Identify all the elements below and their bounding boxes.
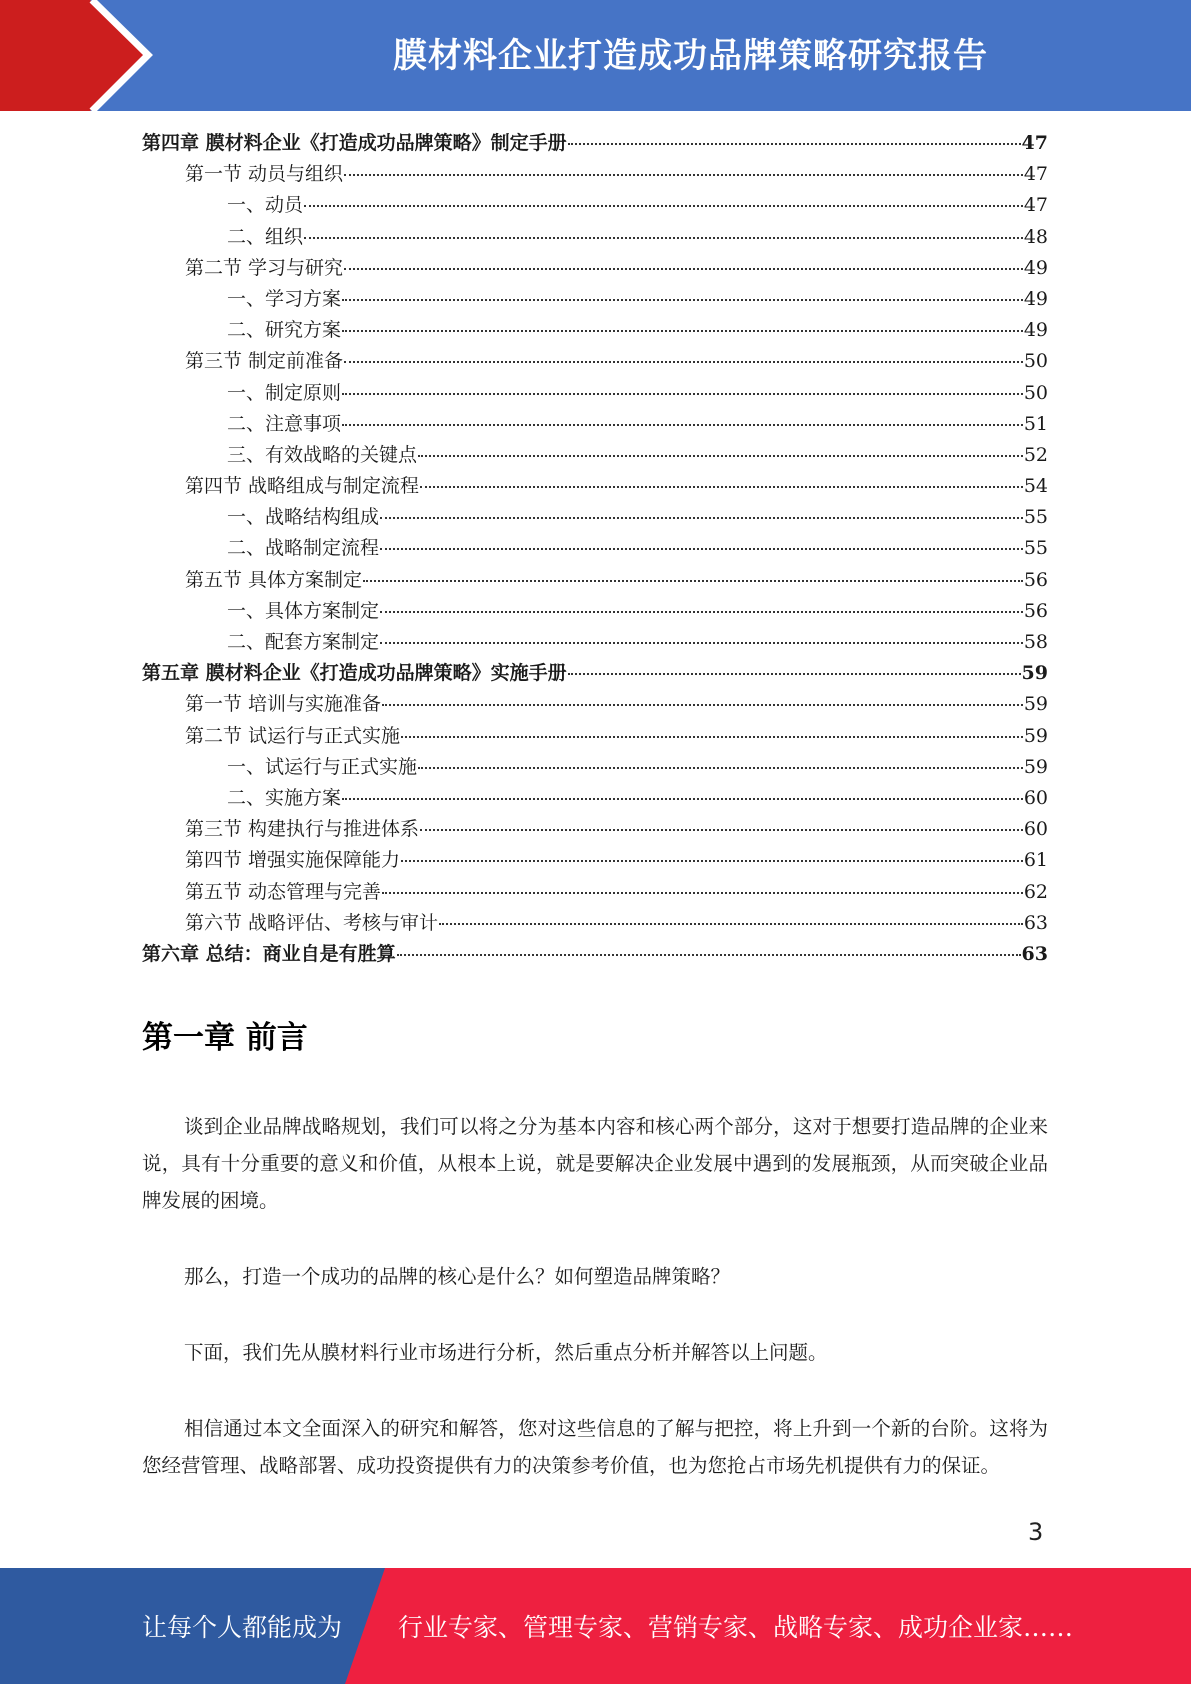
- toc-entry-label: 一、具体方案制定: [227, 599, 380, 622]
- toc-entry-page: 60: [1023, 786, 1048, 809]
- page-header: [0, 0, 1191, 111]
- toc-entry-page: 49: [1023, 319, 1048, 342]
- chapter-heading: 第一章 前言: [142, 1020, 308, 1056]
- toc-entry[interactable]: [142, 845, 1048, 876]
- toc-entry-page: 59: [1021, 662, 1048, 685]
- toc-entry[interactable]: [142, 596, 1048, 627]
- toc-entry[interactable]: [142, 284, 1048, 315]
- toc-entry-page: 56: [1023, 599, 1048, 622]
- toc-entry-label: 二、战略制定流程: [227, 537, 380, 560]
- toc-entry-page: 51: [1023, 412, 1048, 435]
- toc-entry-page: 62: [1023, 880, 1048, 903]
- toc-entry[interactable]: [142, 346, 1048, 377]
- toc-entry-page: 48: [1023, 225, 1048, 248]
- toc-dot-leader: [568, 142, 1021, 145]
- page-footer: [0, 1568, 1191, 1684]
- toc-entry-label: 第四章 膜材料企业《打造成功品牌策略》制定手册: [142, 132, 567, 154]
- toc-dot-leader: [342, 329, 1023, 332]
- toc-entry-page: 63: [1023, 911, 1048, 934]
- paragraph: 谈到企业品牌战略规划，我们可以将之分为基本内容和核心两个部分，这对于想要打造品牌的企业来说，具有十分重要的意义和价值，从根本上说，就是要解决企业发展中遇到的发展瓶颈，从而突破企业品牌发展的困境。: [142, 1115, 1048, 1212]
- toc-entry-page: 50: [1023, 350, 1048, 373]
- toc-entry-label: 一、试运行与正式实施: [227, 755, 418, 778]
- toc-dot-leader: [420, 828, 1023, 831]
- toc-entry-page: 54: [1023, 475, 1048, 498]
- toc-dot-leader: [401, 859, 1023, 862]
- toc-entry-page: 60: [1023, 818, 1048, 841]
- toc-dot-leader: [382, 703, 1023, 706]
- toc-entry[interactable]: [142, 159, 1048, 190]
- toc-entry[interactable]: [142, 253, 1048, 284]
- toc-entry[interactable]: [142, 190, 1048, 221]
- toc-entry-label: 第六章 总结：商业自是有胜算: [142, 942, 396, 965]
- toc-entry[interactable]: [142, 128, 1048, 159]
- toc-dot-leader: [363, 579, 1023, 582]
- toc-entry-page: 55: [1023, 506, 1048, 529]
- toc-entry-label: 第二节 试运行与正式实施: [185, 724, 401, 747]
- toc-entry[interactable]: [142, 222, 1048, 253]
- toc-dot-leader: [344, 173, 1023, 176]
- toc-entry[interactable]: [142, 471, 1048, 502]
- toc-entry-label: 一、战略结构组成: [227, 506, 380, 529]
- toc-entry[interactable]: [142, 315, 1048, 346]
- toc-entry[interactable]: [142, 627, 1048, 658]
- toc-entry[interactable]: [142, 814, 1048, 845]
- toc-dot-leader: [344, 267, 1023, 270]
- toc-entry-page: 49: [1023, 256, 1048, 279]
- toc-dot-leader: [420, 485, 1023, 488]
- toc-dot-leader: [380, 516, 1023, 519]
- toc-entry[interactable]: [142, 378, 1048, 409]
- toc-entry[interactable]: [142, 752, 1048, 783]
- toc-entry-page: 59: [1023, 755, 1048, 778]
- toc-dot-leader: [568, 672, 1021, 675]
- toc-dot-leader: [418, 454, 1023, 457]
- toc-entry[interactable]: [142, 689, 1048, 720]
- toc-entry-label: 一、动员: [227, 194, 304, 217]
- toc-entry-label: 二、配套方案制定: [227, 631, 380, 653]
- toc-entry-label: 第五节 动态管理与完善: [185, 880, 382, 903]
- paragraph: 相信通过本文全面深入的研究和解答，您对这些信息的了解与把控，将上升到一个新的台阶。这将为您经营管理、战略部署、成功投资提供有力的决策参考价值，也为您抢占市场先机提供有力的保证。: [142, 1417, 1048, 1477]
- toc-entry-page: 59: [1023, 724, 1048, 747]
- toc-entry-label: 第一节 培训与实施准备: [185, 693, 382, 716]
- toc-dot-leader: [344, 360, 1023, 363]
- toc-entry[interactable]: [142, 939, 1048, 970]
- toc-entry-page: 55: [1023, 537, 1048, 560]
- toc-entry-label: 第三节 制定前准备: [185, 350, 344, 373]
- report-title: 膜材料企业打造成功品牌策略研究报告: [393, 36, 988, 76]
- toc-entry-page: 56: [1023, 568, 1048, 591]
- chapter-body: [142, 1108, 1048, 1523]
- toc-entry[interactable]: [142, 783, 1048, 814]
- toc-entry-page: 59: [1023, 693, 1048, 716]
- toc-entry-page: 47: [1023, 194, 1048, 217]
- toc-entry-page: 47: [1021, 132, 1048, 154]
- toc-entry[interactable]: [142, 409, 1048, 440]
- toc-entry-label: 第四节 增强实施保障能力: [185, 849, 401, 872]
- toc-entry[interactable]: [142, 658, 1048, 689]
- toc-entry-label: 第一节 动员与组织: [185, 163, 344, 186]
- paragraph: 下面，我们先从膜材料行业市场进行分析，然后重点分析并解答以上问题。: [184, 1341, 828, 1364]
- toc-entry[interactable]: [142, 533, 1048, 564]
- toc-dot-leader: [304, 236, 1023, 239]
- toc-dot-leader: [401, 735, 1023, 738]
- toc-entry[interactable]: [142, 877, 1048, 908]
- toc-entry-page: 63: [1021, 942, 1048, 965]
- toc-dot-leader: [342, 298, 1023, 301]
- toc-dot-leader: [380, 641, 1023, 644]
- toc-entry[interactable]: [142, 502, 1048, 533]
- footer-slogan-left: 让每个人都能成为: [142, 1613, 343, 1642]
- toc-entry-label: 一、制定原则: [227, 381, 342, 404]
- paragraph: 那么，打造一个成功的品牌的核心是什么？如何塑造品牌策略？: [184, 1265, 731, 1288]
- footer-slogan-right: 行业专家、管理专家、营销专家、战略专家、成功企业家……: [398, 1613, 1074, 1642]
- toc-entry[interactable]: [142, 908, 1048, 939]
- toc-entry-label: 第二节 学习与研究: [185, 256, 344, 279]
- toc-entry-page: 61: [1023, 849, 1048, 872]
- toc-entry-label: 三、有效战略的关键点: [227, 443, 418, 466]
- page-number: 3: [1028, 1518, 1044, 1546]
- toc-entry-page: 50: [1023, 381, 1048, 404]
- toc-entry-label: 第四节 战略组成与制定流程: [185, 475, 420, 498]
- toc-entry-page: 47: [1023, 163, 1048, 186]
- toc-dot-leader: [342, 392, 1023, 395]
- toc-dot-leader: [418, 766, 1023, 769]
- toc-entry-label: 二、研究方案: [227, 319, 342, 342]
- toc-entry-label: 二、实施方案: [227, 786, 342, 809]
- toc-entry-page: 52: [1023, 443, 1048, 466]
- toc-dot-leader: [380, 610, 1023, 613]
- toc-entry-page: 49: [1023, 287, 1048, 310]
- toc-entry-label: 第三节 构建执行与推进体系: [185, 818, 420, 841]
- toc-entry[interactable]: [142, 440, 1048, 471]
- table-of-contents: [142, 128, 1048, 970]
- toc-dot-leader: [382, 891, 1023, 894]
- toc-dot-leader: [304, 204, 1023, 207]
- toc-entry[interactable]: [142, 721, 1048, 752]
- toc-dot-leader: [439, 922, 1023, 925]
- toc-entry-label: 第五节 具体方案制定: [185, 568, 363, 591]
- toc-dot-leader: [397, 953, 1021, 956]
- toc-dot-leader: [342, 797, 1023, 800]
- toc-entry[interactable]: [142, 565, 1048, 596]
- toc-entry-label: 一、学习方案: [227, 287, 342, 310]
- toc-entry-label: 二、注意事项: [227, 412, 342, 435]
- toc-entry-page: 58: [1023, 631, 1048, 653]
- toc-entry-label: 第五章 膜材料企业《打造成功品牌策略》实施手册: [142, 662, 567, 685]
- toc-dot-leader: [342, 423, 1023, 426]
- toc-dot-leader: [380, 547, 1023, 550]
- toc-entry-label: 第六节 战略评估、考核与审计: [185, 911, 439, 934]
- toc-entry-label: 二、组织: [227, 225, 304, 248]
